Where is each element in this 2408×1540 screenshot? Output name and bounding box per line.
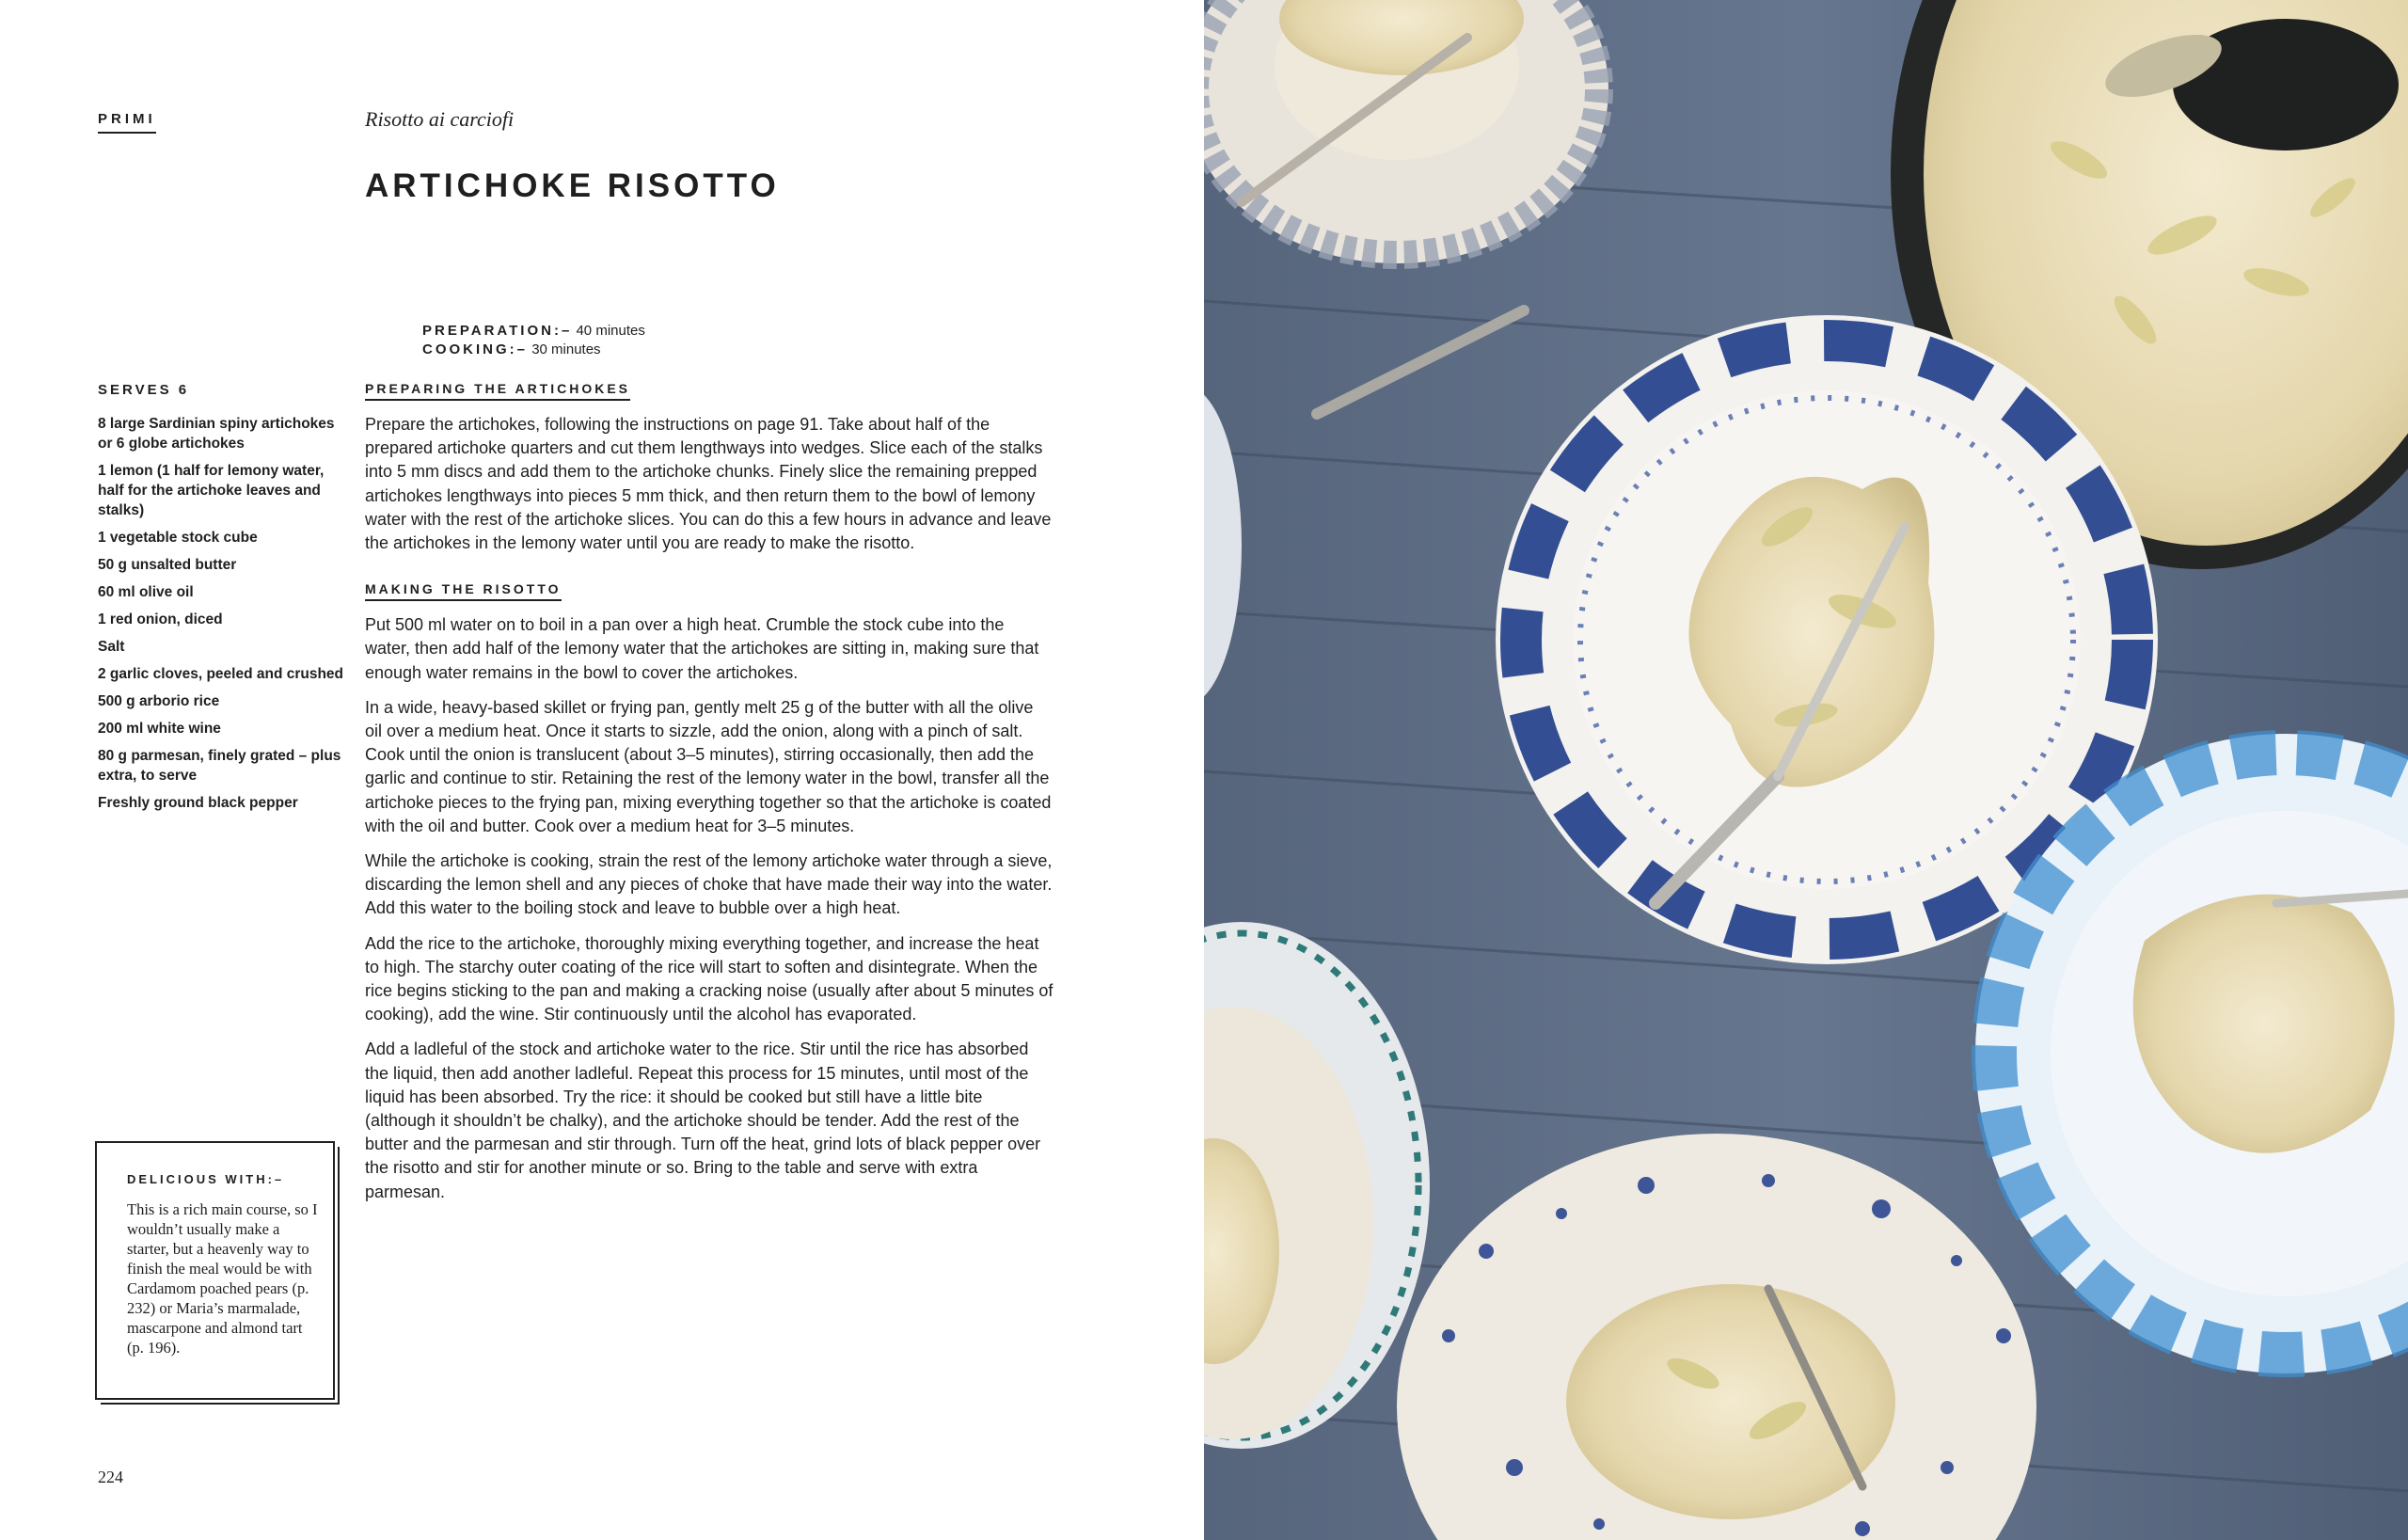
ingredient-list <box>98 414 344 820</box>
method-paragraph: Put 500 ml water on to boil in a pan over a high heat. Crumble the stock cube into the water, then add half of the lemony water that the artichokes are sitting in, making sure that enough water remains in the bowl to cover the artichokes. <box>365 615 1039 682</box>
preparing-paragraph: Prepare the artichokes, following the instructions on page 91. Take about half of the prepared artichoke quarters and cut them lengthways into wedges. Slice each of the stalks into 5 mm discs and add them to the artichoke chunks. Finely slice the remaining prepped artichokes lengthways into pieces 5 mm thick, and then return them to the bowl of lemony water with the rest of the artichoke slices. You can do this a few hours in advance and leave the artichokes in the lemony water until you are ready to make the risotto. <box>365 415 1052 553</box>
ingredient-item: 500 g arborio rice <box>98 693 220 709</box>
preparing-heading: PREPARING THE ARTICHOKES <box>365 381 630 401</box>
method-column <box>365 381 1054 1215</box>
ingredient-item: 1 red onion, diced <box>98 611 223 627</box>
method-paragraph: Add a ladleful of the stock and artichoke water to the rice. Stir until the rice has absorbed the liquid, then add another ladleful. Repeat this process for 15 minutes, until most of the liquid has been absorbed. Try the rice: it should be cooked but still have a little bite (although it shouldn’t be chalky), and the artichoke should be tender. Add the rest of the butter and the parmesan and stir through. Turn off the heat, grind lots of black pepper over the risotto and stir for another minute or so. Bring to the table and serve with extra parmesan. <box>365 1040 1041 1201</box>
method-paragraph: In a wide, heavy-based skillet or frying pan, gently melt 25 g of the butter with all the olive oil over a medium heat. Once it starts to sizzle, add the onion, along with a pinch of salt. Cook until the onion is translucent (about 3–5 minutes), stirring occasionally, then add the garlic and continue to stir. Retaining the rest of the lemony water in the bowl, transfer all the artichoke pieces to the frying pan, mixing everything together so that the artichoke is coated with the oil and butter. Cook over a medium heat for 3–5 minutes. <box>365 697 1052 835</box>
cooking-value: 30 minutes <box>531 341 601 357</box>
ingredient-item: 1 lemon (1 half for lemony water, half for the artichoke leaves and stalks) <box>98 463 325 518</box>
recipe-title: ARTICHOKE RISOTTO <box>365 167 780 204</box>
ingredient-item: 50 g unsalted butter <box>98 557 237 573</box>
making-heading: MAKING THE RISOTTO <box>365 581 562 601</box>
ingredient-item: Freshly ground black pepper <box>98 795 298 811</box>
recipe-subtitle: Risotto ai carciofi <box>365 107 515 131</box>
tip-box <box>95 1141 335 1400</box>
preparation-label: PREPARATION:– <box>422 323 573 339</box>
risotto-photo-illustration <box>1204 0 2408 1540</box>
ingredient-item: 8 large Sardinian spiny artichokes or 6 globe artichokes <box>98 416 335 452</box>
ingredient-item: Salt <box>98 639 125 655</box>
method-paragraph: While the artichoke is cooking, strain the rest of the lemony artichoke water through a sieve, discarding the lemon shell and any pieces of choke that have made their way into the water. Add this water to the boiling stock and leave to bubble over a high heat. <box>365 851 1053 918</box>
risotto-photo <box>1204 0 2408 1540</box>
preparation-time <box>422 322 645 341</box>
tip-text: This is a rich main course, so I wouldn’t usually make a starter, but a heavenly way to finish the meal would be with Cardamom poached pears (p. 232) or Maria’s marmalade, mascarpone and almond tart (p. 196). <box>127 1200 318 1357</box>
ingredient-item: 2 garlic cloves, peeled and crushed <box>98 666 344 682</box>
serves-label: SERVES 6 <box>98 382 190 398</box>
preparation-value: 40 minutes <box>576 323 645 339</box>
ingredient-item: 60 ml olive oil <box>98 584 194 600</box>
section-label: PRIMI <box>98 111 156 134</box>
cooking-time <box>422 341 645 359</box>
ingredient-item: 1 vegetable stock cube <box>98 530 258 546</box>
cooking-label: COOKING:– <box>422 341 529 357</box>
recipe-times <box>422 322 645 359</box>
page-number: 224 <box>98 1468 123 1486</box>
ingredient-item: 200 ml white wine <box>98 721 221 737</box>
method-paragraph: Add the rice to the artichoke, thoroughly mixing everything together, and increase the heat to high. The starchy outer coating of the rice will start to soften and disintegrate. When the rice begins sticking to the pan and making a cracking noise (usually after about 5 minutes of cooking), add the wine. Stir continuously until the alcohol has evaporated. <box>365 933 1054 1024</box>
ingredient-item: 80 g parmesan, finely grated – plus extra, to serve <box>98 748 341 784</box>
tip-heading: DELICIOUS WITH:– <box>127 1172 285 1186</box>
